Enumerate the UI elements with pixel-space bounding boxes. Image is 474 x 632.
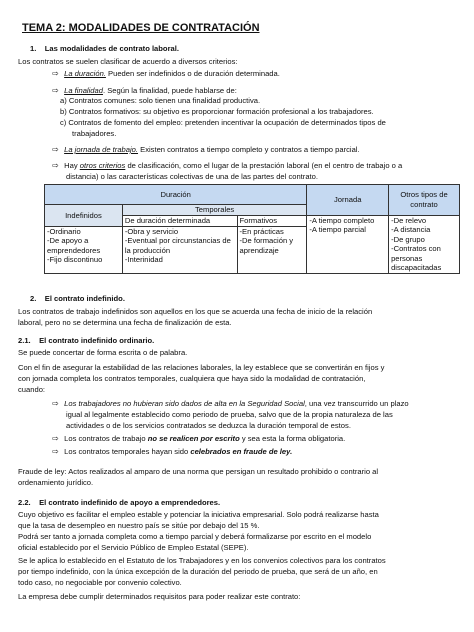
list-subitem: c) Contratos de fomento del empleo: pretenden incentivar la ocupación de determinados tipos de [60,118,386,127]
paragraph: Con el fin de asegurar la estabilidad de las relaciones laborales, la ley establece que se convertirán en fijos y [18,363,385,372]
header-indefinidos: Indefinidos [45,205,123,227]
list-item-continuation: igual al legalmente establecido como periodo de prueba, salvo que de la propia naturaleza de las [66,410,393,419]
table-item: -Obra y servicio [124,226,179,236]
term: otros criterios [79,161,126,170]
paragraph: con jornada completa los contratos temporales, cualquiera que haya sido la modalidad de contratación, [18,374,366,383]
jornada-cell [307,215,389,273]
classification-table [44,184,460,274]
paragraph: cuando: [18,385,46,394]
text: Los contratos temporales hayan sido [64,447,191,456]
section-2-1-heading: 2.1. El contrato indefinido ordinario. [18,336,155,345]
list-subitem: a) Contratos comunes: solo tienen una finalidad productiva. [60,96,261,105]
indefinidos-cell [45,226,123,273]
table-item: -Ordinario [47,226,81,236]
table-item: -De relevo [391,215,427,225]
header-duracion: Duración [45,185,307,205]
paragraph: por tiempo indefinido, con la única excepción de la duración del periodo de prueba, que será de un año, en [18,567,378,576]
text: y sea esta la forma obligatoria. [239,434,346,443]
table-item: -De apoyo a emprendedores [47,236,101,255]
otros-cell [389,215,460,273]
text: Los contratos de trabajo [64,434,148,443]
term: no se realicen por escrito [147,434,240,443]
document-title: TEMA 2: MODALIDADES DE CONTRATACIÓN [22,22,260,34]
table-item: -Fijo discontinuo [47,255,103,265]
arrow-icon: ⇨ [52,145,59,154]
term: La jornada de trabajo. [64,145,139,154]
term: Los trabajadores no hubieran sido dados de alta en la Seguridad Social [64,399,305,408]
section-1-heading: 1. Las modalidades de contrato laboral. [30,44,179,53]
section-2-2-heading: 2.2. El contrato indefinido de apoyo a emprendedores. [18,498,221,507]
paragraph: Los contratos de trabajo indefinidos son aquellos en los que se acuerda una fecha de inicio de la relación [18,307,373,316]
section-2-heading: 2. El contrato indefinido. [30,294,125,303]
paragraph: Podrá ser tanto a jornada completa como a tiempo parcial y deberá formalizarse por escrito en el modelo [18,532,372,541]
table-item: -De grupo [391,234,425,244]
table-item: -Eventual por circunstancias de la producción [124,236,231,255]
paragraph: Se puede concertar de forma escrita o de palabra. [18,348,188,357]
list-item [52,161,402,171]
paragraph: oficial establecido por el Servicio Público de Empleo Estatal (SEPE). [18,543,249,552]
list-item [52,399,409,409]
header-temporales: Temporales [122,205,306,216]
header-otros: Otros tipos de contrato [389,185,460,216]
paragraph: ordenamiento jurídico. [18,478,94,487]
text: Pueden ser indefinidos o de duración determinada. [105,69,280,78]
header-formativos: Formativos [237,215,307,226]
list-item [52,434,345,444]
determinada-cell [122,226,237,273]
term: celebrados en fraude de ley. [190,447,293,456]
paragraph: Cuyo objetivo es facilitar el empleo estable y potenciar la iniciativa empresarial. Solo podrá realizarse hasta [18,510,379,519]
paragraph: que la tasa de desempleo en nuestro país se sitúe por debajo del 15 %. [18,521,260,530]
table-item: -Contratos con personas discapacitadas [391,244,442,272]
arrow-icon: ⇨ [52,434,59,443]
header-duracion-determinada: De duración determinada [122,215,237,226]
header-jornada: Jornada [307,185,389,216]
arrow-icon: ⇨ [52,86,59,95]
text: . Según la finalidad, puede hablarse de: [102,86,237,95]
arrow-icon: ⇨ [52,161,59,170]
table-item: -Interinidad [124,255,163,265]
table-item: -A tiempo parcial [309,225,366,234]
paragraph: laboral, pero no se determina una fecha de finalización de esta. [18,318,232,327]
paragraph: La empresa debe cumplir determinados requisitos para poder realizar este contrato: [18,592,301,601]
table-item: -A tiempo completo [309,215,375,225]
arrow-icon: ⇨ [52,399,59,408]
text: , una vez transcurrido un plazo [304,399,409,408]
list-item [52,447,292,457]
table-item: -De formación y aprendizaje [239,236,294,255]
text: de clasificación, como el lugar de la prestación laboral (en el centro de trabajo o a [125,161,403,170]
list-subitem: trabajadores. [72,129,117,138]
list-subitem: b) Contratos formativos: su objetivo es proporcionar formación profesional a los trabajadores. [60,107,374,116]
text: Existen contratos a tiempo completo y contratos a tiempo parcial. [138,145,360,154]
list-item [52,86,237,96]
term: La duración. [64,69,106,78]
table-item: -En prácticas [239,226,284,236]
list-item [52,145,360,155]
paragraph: todo caso, no negociable por convenio colectivo. [18,578,182,587]
paragraph: Se le aplica lo establecido en el Estatuto de los Trabajadores y en los convenios colectivos para los contratos [18,556,386,565]
paragraph: Fraude de ley: Actos realizados al amparo de una norma que persigan un resultado prohibido o contrario al [18,467,379,476]
term: La finalidad [64,86,103,95]
arrow-icon: ⇨ [52,447,59,456]
paragraph: Los contratos se suelen clasificar de acuerdo a diversos criterios: [18,57,238,66]
list-item-continuation: actividades o de los servicios contratados se deduzca la duración temporal de estos. [66,421,351,430]
list-item [52,69,280,79]
table-item: -A distancia [391,225,431,234]
arrow-icon: ⇨ [52,69,59,78]
formativos-cell [237,226,307,273]
list-item-continuation: distancia) o las características colectivas de una de las partes del contrato. [66,172,318,181]
text: Hay [64,161,80,170]
